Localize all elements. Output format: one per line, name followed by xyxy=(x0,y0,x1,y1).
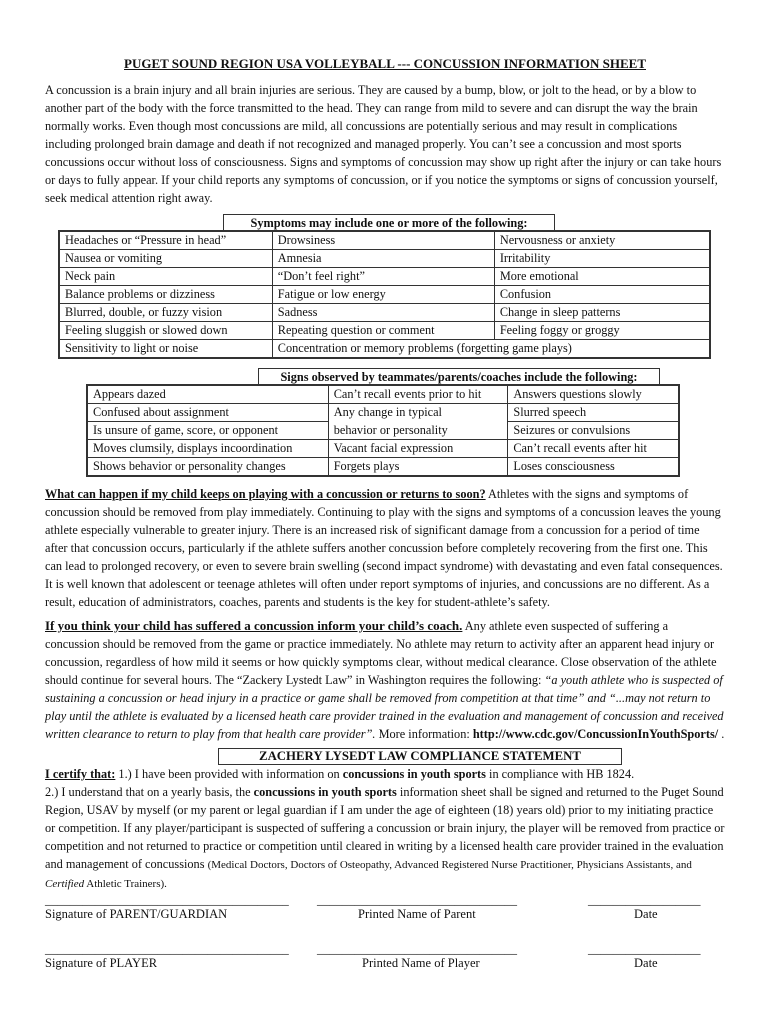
certify-paragraph: I certify that: 1.) I have been provided with information on concussions in youth sports in compliance with HB 1824. 2.) I understand that on a yearly basis, the concussions in youth sports information sheet shall be signed and returned to the Puget Sound Region, USAV by myself (or my parent or legal guardian if I am under the age of eighteen (18) years old) prior to my initiating practice or competition. If any player/participant is suspected of suffering a concussion or brain injury, the player will be removed from practice or competition and not returned to practice or competition until cleared in writing by a licensed health care provider trained in the evaluation and management of concussions (Medical Doctors, Doctors of Osteopathy, Advanced Registered Nurse Practitioner, Physicians Assistants, and Certified Athletic Trainers). xyxy=(45,767,725,890)
if-suffered-paragraph: If you think your child has suffered a concussion inform your child’s coach. Any athlete even suspected of suffering a concussion should be removed from the game or practice immediately. No athlete may return to activity after an apparent head injury or concussion, regardless of how mild it seems or how quickly symptoms clear, without medical clearance. Close observation of the athlete should continue for several hours. The “Zackery Lystedt Law” in Washington requires the following: “a youth athlete who is suspected of sustaining a concussion or head injury in a practice or game shall be removed from competition at that time” and “...may not return to play until the athlete is evaluated by a licensed heath care provider trained in the evaluation and management of concussion and received written clearance to return to play from that health care provider”. More information: http://www.cdc.gov/ConcussionInYouthSports/ . xyxy=(45,618,725,741)
table-row xyxy=(59,286,710,304)
date-label-2: Date xyxy=(634,956,658,970)
table-cell: Nervousness or anxiety xyxy=(494,231,710,250)
table-row xyxy=(59,250,710,268)
table-cell: Can’t recall events after hit xyxy=(508,440,679,458)
table-cell: Seizures or convulsions xyxy=(508,422,679,440)
table-cell: Loses consciousness xyxy=(508,458,679,477)
table-cell: Shows behavior or personality changes xyxy=(87,458,328,477)
table-cell: Confused about assignment xyxy=(87,404,328,422)
table-row xyxy=(59,322,710,340)
table-cell: Feeling foggy or groggy xyxy=(494,322,710,340)
parent-name-line[interactable]: ________________________________ xyxy=(317,893,517,907)
table-cell: “Don’t feel right” xyxy=(272,268,494,286)
table-cell: Neck pain xyxy=(59,268,272,286)
date-line-2[interactable]: __________________ xyxy=(588,942,701,956)
if-suffered-heading: If you think your child has suffered a concussion inform your child’s coach. xyxy=(45,618,463,633)
player-name-line[interactable]: ________________________________ xyxy=(317,942,517,956)
signs-header: Signs observed by teammates/parents/coaches include the following: xyxy=(258,368,660,385)
table-cell: Change in sleep patterns xyxy=(494,304,710,322)
table-cell: Is unsure of game, score, or opponent xyxy=(87,422,328,440)
table-cell: Sadness xyxy=(272,304,494,322)
date-label-1: Date xyxy=(634,907,658,921)
table-row xyxy=(87,440,679,458)
player-signature-label: Signature of PLAYER xyxy=(45,956,158,970)
table-cell: Headaches or “Pressure in head” xyxy=(59,231,272,250)
table-cell: Appears dazed xyxy=(87,385,328,404)
table-cell: Nausea or vomiting xyxy=(59,250,272,268)
signs-table xyxy=(86,384,680,477)
table-cell: More emotional xyxy=(494,268,710,286)
table-row xyxy=(59,268,710,286)
table-cell: Confusion xyxy=(494,286,710,304)
parent-signature-line[interactable]: _______________________________________ xyxy=(45,893,289,907)
symptoms-header: Symptoms may include one or more of the following: xyxy=(223,214,555,231)
table-cell: Any change in typical xyxy=(328,404,508,422)
table-cell: Sensitivity to light or noise xyxy=(59,340,272,359)
cdc-link[interactable]: http://www.cdc.gov/ConcussionInYouthSports/ xyxy=(472,727,719,741)
table-row xyxy=(59,340,710,359)
page-title: PUGET SOUND REGION USA VOLLEYBALL --- CONCUSSION INFORMATION SHEET xyxy=(124,56,646,71)
table-row xyxy=(87,422,679,440)
table-cell: Fatigue or low energy xyxy=(272,286,494,304)
player-signature-line[interactable]: _______________________________________ xyxy=(45,942,289,956)
table-cell: Moves clumsily, displays incoordination xyxy=(87,440,328,458)
table-row xyxy=(59,304,710,322)
table-cell: Feeling sluggish or slowed down xyxy=(59,322,272,340)
table-cell: Forgets plays xyxy=(328,458,508,477)
table-row xyxy=(87,385,679,404)
table-cell: Drowsiness xyxy=(272,231,494,250)
table-cell: Vacant facial expression xyxy=(328,440,508,458)
what-can-happen-paragraph: What can happen if my child keeps on playing with a concussion or returns to soon? Athletes with the signs and symptoms of concussion should be removed from play immediately. Continuing to play with the signs and symptoms of a concussion leaves the young athlete especially vulnerable to greater injury. There is an increased risk of significant damage from a concussion for a period of time after that concussion occurs, particularly if the athlete suffers another concussion before completely recovering from the first one. This can lead to prolonged recovery, or even to severe brain swelling (second impact syndrome) with devastating and even fatal consequences. It is well known that adolescent or teenage athletes will often under report symptoms of injuries, and concussions are no different. As a result, education of administrators, coaches, parents and students is the key for student-athlete’s safety. xyxy=(45,487,723,609)
table-cell: Balance problems or dizziness xyxy=(59,286,272,304)
date-line-1[interactable]: __________________ xyxy=(588,893,701,907)
table-row xyxy=(59,231,710,250)
table-cell: Answers questions slowly xyxy=(508,385,679,404)
table-cell: Irritability xyxy=(494,250,710,268)
table-cell: behavior or personality xyxy=(328,422,508,440)
law-quote: “a youth athlete who is suspected of sustaining a concussion or head injury in a practice or game shall be removed from competition at that time” and “...may not return to play until the athlete is evaluated by a licensed heath care provider trained in the evaluation and management of concussion and received written clearance to return to play from that health care provider”. xyxy=(45,673,724,741)
table-cell: Can’t recall events prior to hit xyxy=(328,385,508,404)
table-row xyxy=(87,404,679,422)
table-cell: Slurred speech xyxy=(508,404,679,422)
table-cell: Amnesia xyxy=(272,250,494,268)
intro-paragraph: A concussion is a brain injury and all brain injuries are serious. They are caused by a bump, blow, or jolt to the head, or by a blow to another part of the body with the force transmitted to the head. They can range from mild to severe and can disrupt the way the brain normally works. Even though most concussions are mild, all concussions are potentially serious and may result in complications including prolonged brain damage and death if not recognized and managed properly. You can’t see a concussion and most sports concussions occur without loss of consciousness. Signs and symptoms of concussion may show up right after the injury or can take hours or days to fully appear. If your child reports any symptoms of concussion, or if you notice the symptoms or signs of concussion yourself, seek medical attention right away. xyxy=(45,83,722,205)
player-name-label: Printed Name of Player xyxy=(362,956,480,970)
parent-name-label: Printed Name of Parent xyxy=(358,907,476,921)
symptoms-table xyxy=(58,230,711,359)
parent-signature-label: Signature of PARENT/GUARDIAN xyxy=(45,907,228,921)
table-cell: Repeating question or comment xyxy=(272,322,494,340)
what-can-happen-heading: What can happen if my child keeps on playing with a concussion or returns to soon? xyxy=(45,487,486,501)
law-compliance-title: ZACHERY LYSEDT LAW COMPLIANCE STATEMENT xyxy=(218,748,622,765)
table-cell: Concentration or memory problems (forgetting game plays) xyxy=(272,340,710,359)
table-cell: Blurred, double, or fuzzy vision xyxy=(59,304,272,322)
table-row xyxy=(87,458,679,477)
